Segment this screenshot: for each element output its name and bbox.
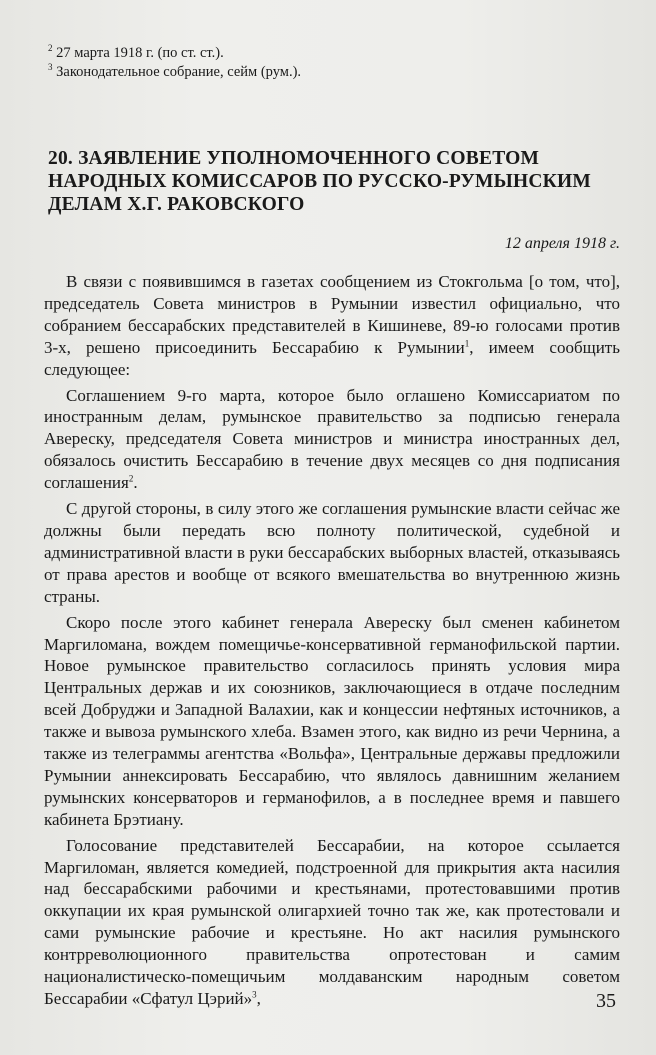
- footnote: [48, 63, 616, 82]
- paragraph: С другой стороны, в силу этого же соглашения румынские власти сейчас же должны были передать всю полноту политической, судебной и административной власти в руки бессарабских выборных властей, отказываясь от права арестов и вообще от всякого вмешательства во внутреннюю жизнь страны.: [44, 499, 620, 606]
- document-title: ЗАЯВЛЕНИЕ УПОЛНОМОЧЕННОГО СОВЕТОМ НАРОДНЫХ КОМИССАРОВ ПО РУССКО-РУМЫНСКИМ ДЕЛАМ Х.Г. РАКОВСКОГО: [48, 148, 591, 215]
- footnote-ref: 3: [252, 989, 257, 1000]
- footnote-ref: 2: [128, 473, 134, 484]
- paragraph: Голосование представителей Бессарабии, на которое ссылается Маргиломан, является комедией, подстроенной для прикрытия акта насилия над бессарабскими рабочими и крестьянами, протестовавшими против оккупации их края румынской олигархией точно так же, как протестовали и сами румынские рабочие и крестьяне. Но акт насилия румынского контрреволюционного правительства опротестован и самим националистическо-помещичьим молдаванским народным советом Бессарабии «Сфатул Цэрий»$^3$,: [44, 835, 620, 1008]
- footnote-mark: 3: [48, 62, 53, 73]
- footnote-mark: 2: [48, 43, 53, 54]
- footnotes: [48, 44, 616, 82]
- paragraph: В связи с появившимся в газетах сообщением из Стокгольма [о том, что], председатель Совета министров в Румынии известил официально, что собранием бессарабских представителей в Кишиневе, 89-ю голосами против 3-х, решено присоединить Бессарабию к Румынии$^1$, имеем сообщить следующее:: [44, 272, 620, 379]
- footnote-text: 27 марта 1918 г. (по ст. ст.).: [56, 45, 224, 61]
- document-heading: [48, 147, 628, 216]
- paragraph: Соглашением 9-го марта, которое было оглашено Комиссариатом по иностранным делам, румынское правительство за подписью генерала Авереску, председателя Совета министров и министра иностранных дел, обязалось очистить Бессарабию в течение двух месяцев со дня подписания соглашения$^2$.: [44, 385, 620, 493]
- footnote-ref: 1: [464, 338, 470, 349]
- footnote: [48, 44, 616, 63]
- document-body: [44, 271, 620, 1014]
- footnote-text: Законодательное собрание, сейм (рум.).: [56, 64, 302, 80]
- document-number: 20.: [48, 148, 73, 169]
- document-date: 12 апреля 1918 г.: [504, 235, 620, 252]
- page-number: 35: [596, 990, 616, 1012]
- paragraph: Скоро после этого кабинет генерала Авереску был сменен кабинетом Маргиломана, вождем помещичье-консервативной германофильской партии. Новое румынское правительство согласилось принять условия мира Центральных держав и их союзников, заключающиеся в отдаче последним всей Добруджи и Западной Валахии, как и концессии нефтяных источников, а также и вывоза румынского хлеба. Взамен этого, как видно из речи Чернина, а также из телеграммы агентства «Вольфа», Центральные державы предложили Румынии аннексировать Бессарабию, что являлось давнишним желанием румынских консерваторов и германофилов, а в последнее время и павшего кабинета Брэтиану.: [44, 612, 620, 829]
